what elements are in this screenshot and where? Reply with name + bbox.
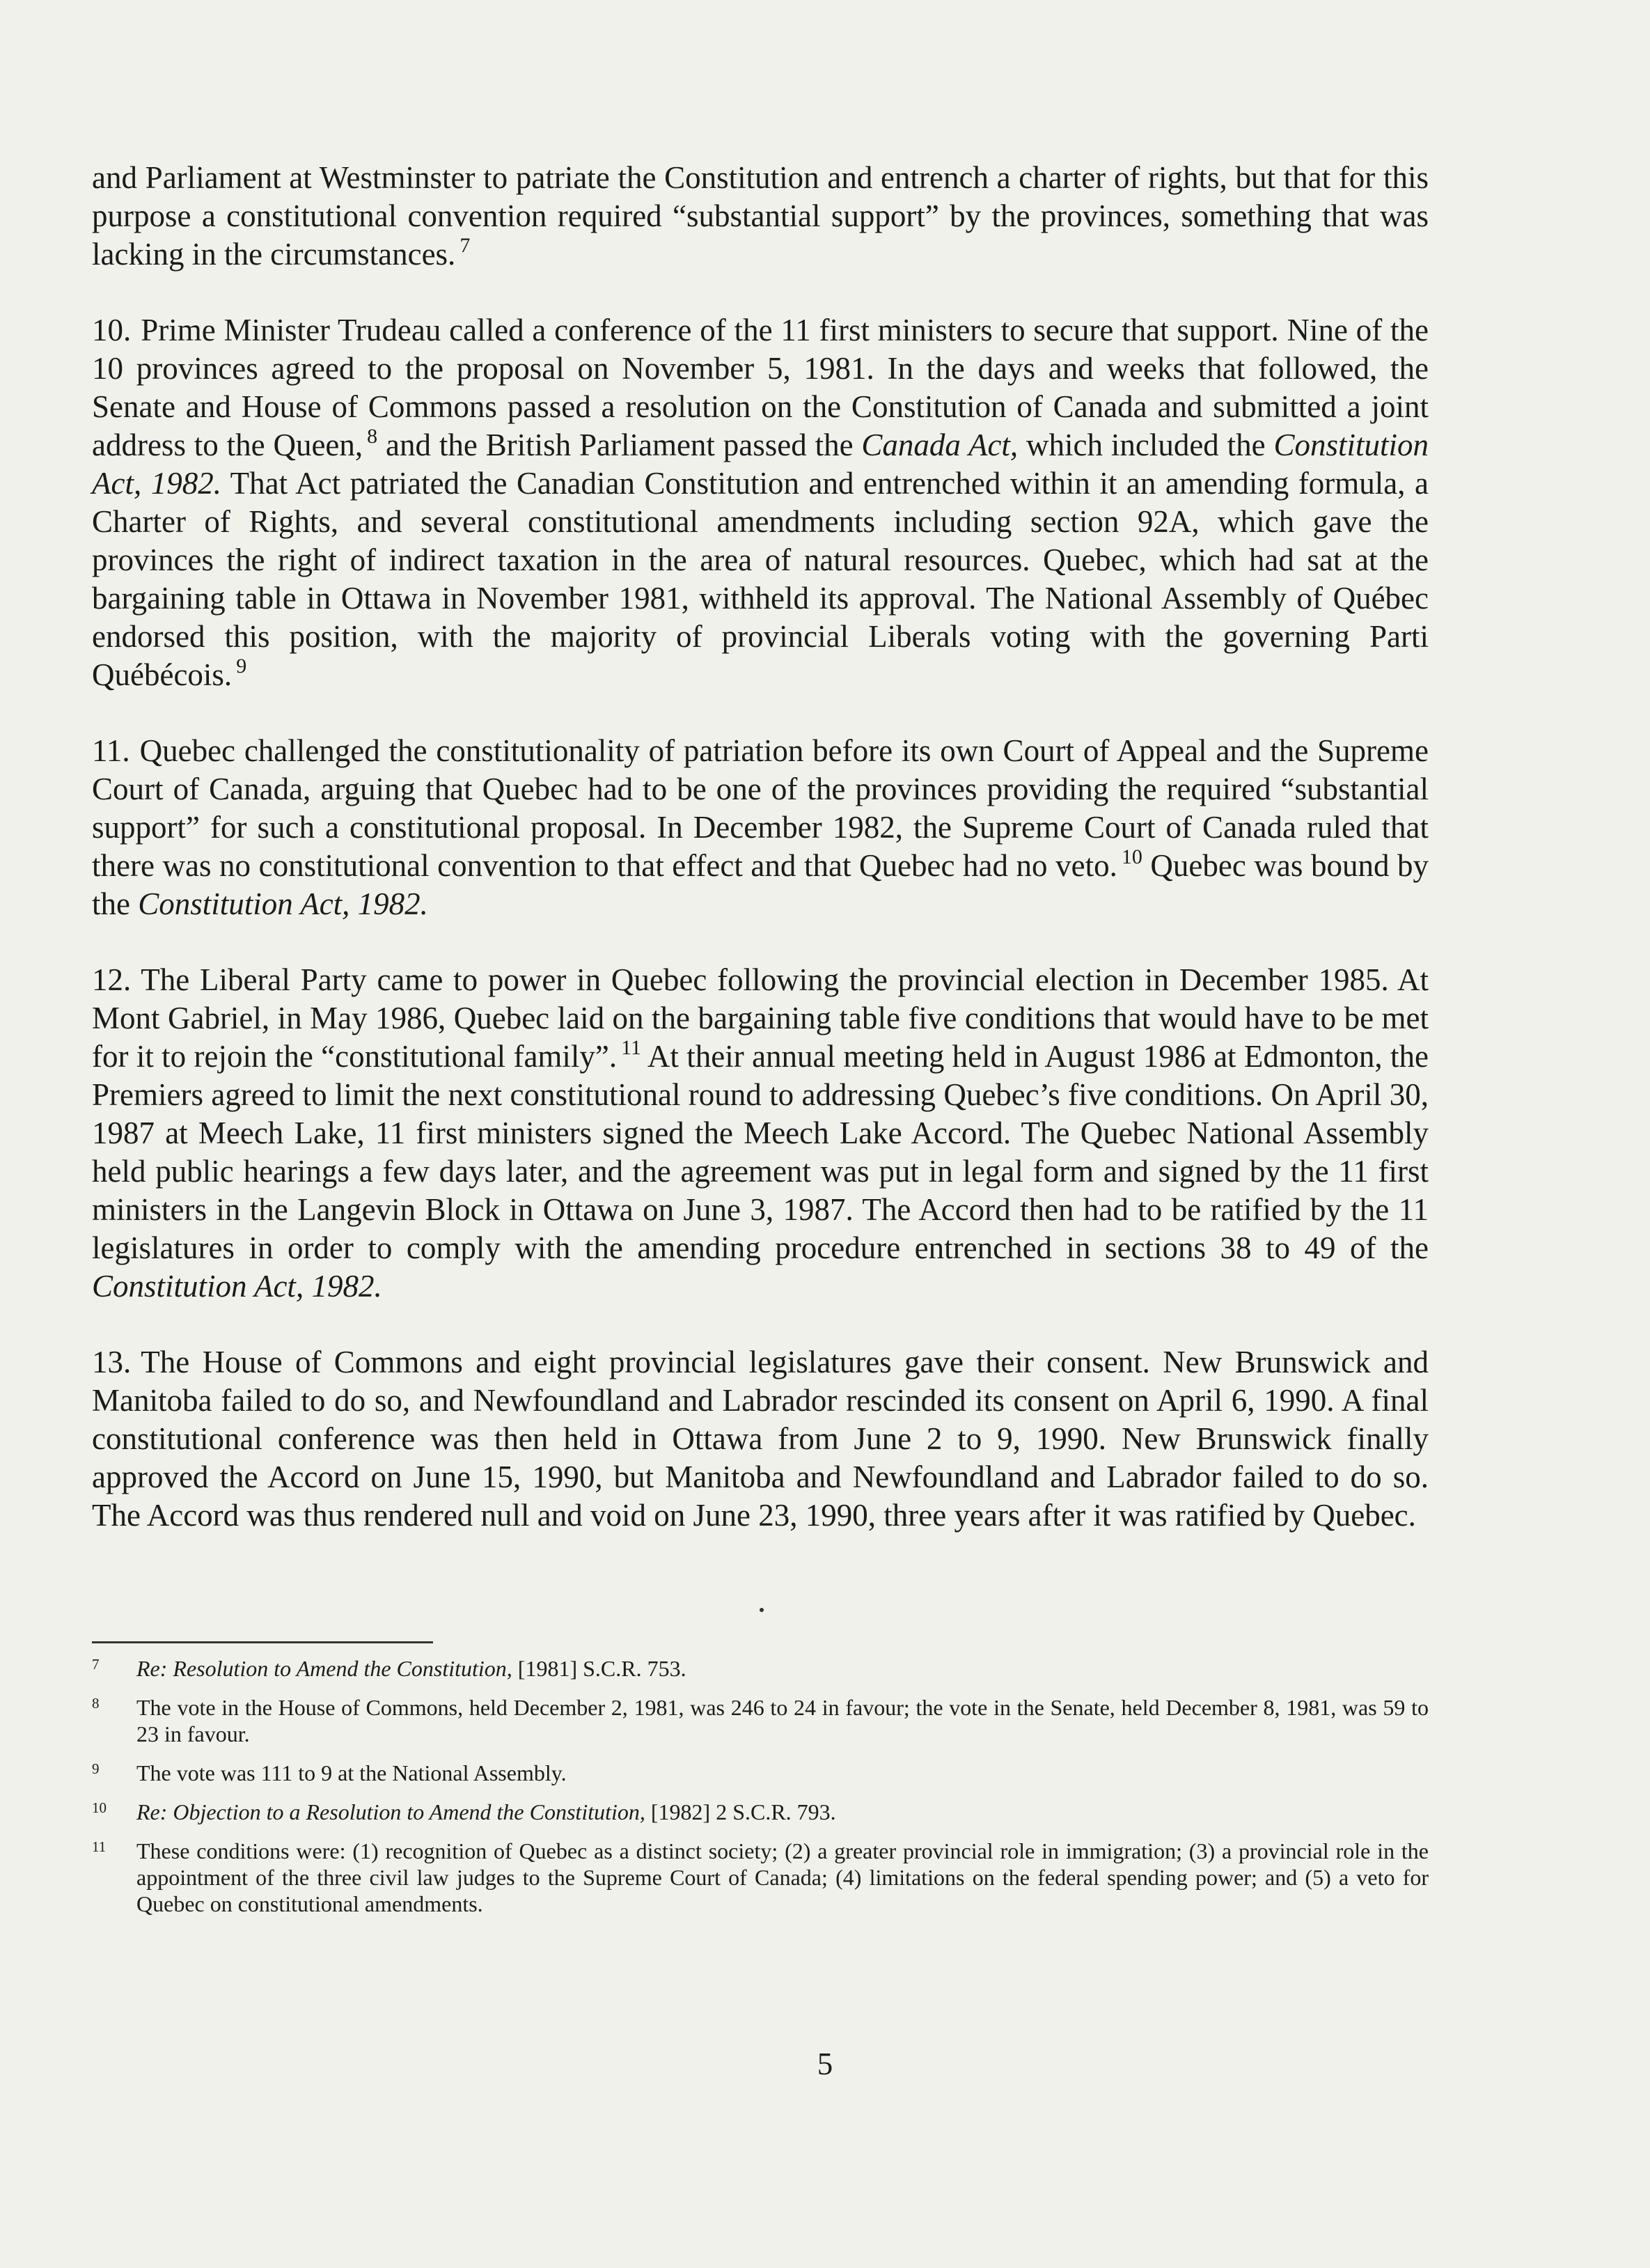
paragraph-12 <box>92 961 1429 1306</box>
paragraph-text: which included the <box>1026 428 1266 462</box>
footnotes <box>92 1655 1429 1930</box>
footnote-text: [1982] 2 S.C.R. 793. <box>650 1799 836 1824</box>
footnote-8 <box>92 1694 1429 1747</box>
footnote-10 <box>92 1799 1429 1825</box>
body-text <box>92 159 1429 1572</box>
footnote-ref-10[interactable]: 10 <box>1121 845 1142 868</box>
italic-title-constitution-act: Constitution Act, 1982. <box>92 428 1429 501</box>
paragraph-text: The Liberal Party came to power in Quebec following the provincial election in December 1985. At Mont Gabriel, in May 1986, Quebec laid on the bargaining table five conditions that would have to be met for it to rejoin the “constitutional family”. <box>92 962 1429 1074</box>
footnote-9 <box>92 1760 1429 1786</box>
footnote-mark: 10 <box>92 1799 107 1816</box>
page-number: 5 <box>817 2047 833 2081</box>
footnote-text: [1981] S.C.R. 753. <box>517 1656 686 1681</box>
paragraph-text: That Act patriated the Canadian Constitution and entrenched within it an amending formula, a Charter of Rights, and several constitutional amendments including section 92A, which gave the provinces the right of indirect taxation in the area of natural resources. Quebec, which had sat at the bargaining table in Ottawa in November 1981, withheld its approval. The National Assembly of Québec endorsed this position, with the majority of provincial Liberals voting with the governing Parti Québécois. <box>92 466 1429 692</box>
paragraph-text: Prime Minister Trudeau called a conference of the 11 first ministers to secure that support. Nine of the 10 provinces agreed to the proposal on November 5, 1981. In the days and weeks that followed, the Senate and House of Commons passed a resolution on the Constitution of Canada and submitted a joint address to the Queen, <box>92 313 1429 462</box>
paragraph-continued <box>92 159 1429 274</box>
paragraph-10 <box>92 311 1429 694</box>
footnote-mark: 11 <box>92 1838 107 1855</box>
paragraph-number: 13. <box>92 1345 132 1379</box>
paragraph-text: Quebec challenged the constitutionality of patriation before its own Court of Appeal and the Supreme Court of Canada, arguing that Quebec had to be one of the provinces providing the required “substantial support” for such a constitutional proposal. In December 1982, the Supreme Court of Canada ruled that there was no constitutional convention to that effect and that Quebec had no veto. <box>92 733 1429 883</box>
footnote-7 <box>92 1655 1429 1682</box>
paragraph-number: 11. <box>92 733 130 768</box>
paragraph-text: Quebec was bound by the <box>92 848 1429 921</box>
paragraph-13 <box>92 1343 1429 1535</box>
italic-title-constitution-act: Constitution Act, 1982. <box>92 1269 382 1304</box>
footnote-ref-11[interactable]: 11 <box>621 1036 642 1059</box>
paragraph-text: and Parliament at Westminster to patriate the Constitution and entrench a charter of rights, but that for this purpose a constitutional convention required “substantial support” by the provinces, something that was lacking in the circumstances. <box>92 160 1429 272</box>
paragraph-number: 10. <box>92 313 132 347</box>
footnote-text: The vote in the House of Commons, held December 2, 1981, was 246 to 24 in favour; the vote in the Senate, held December 8, 1981, was 59 to 23 in favour. <box>136 1695 1429 1746</box>
italic-title-constitution-act: Constitution Act, 1982. <box>138 886 428 921</box>
footnote-ref-8[interactable]: 8 <box>367 425 378 448</box>
footnote-ref-9[interactable]: 9 <box>236 655 247 678</box>
footnote-mark: 8 <box>92 1695 100 1712</box>
footnote-divider <box>92 1641 433 1643</box>
footnote-mark: 9 <box>92 1760 100 1777</box>
footnote-text: These conditions were: (1) recognition of Quebec as a distinct society; (2) a greater provincial role in immigration; (3) a provincial role in the appointment of the three civil law judges to the Supreme Court of Canada; (4) limitations on the federal spending power; and (5) a veto for Quebec on constitutional amendments. <box>136 1838 1429 1916</box>
footnote-11 <box>92 1838 1429 1917</box>
footnote-mark: 7 <box>92 1656 100 1673</box>
footnote-case-title: Re: Resolution to Amend the Constitution, <box>136 1656 512 1681</box>
paragraph-11 <box>92 732 1429 923</box>
paragraph-text: and the British Parliament passed the <box>386 428 854 462</box>
footnote-text: The vote was 111 to 9 at the National Assembly. <box>136 1760 567 1785</box>
footnote-case-title: Re: Objection to a Resolution to Amend the Constitution, <box>136 1799 645 1824</box>
paragraph-text: At their annual meeting held in August 1986 at Edmonton, the Premiers agreed to limit the next constitutional round to addressing Quebec’s five conditions. On April 30, 1987 at Meech Lake, 11 first ministers signed the Meech Lake Accord. The Quebec National Assembly held public hearings a few days later, and the agreement was put in legal form and signed by the 11 first ministers in the Langevin Block in Ottawa on June 3, 1987. The Accord then had to be ratified by the 11 legislatures in order to comply with the amending procedure entrenched in sections 38 to 49 of the <box>92 1039 1429 1265</box>
stray-dot-mark <box>760 1608 764 1612</box>
paragraph-number: 12. <box>92 962 132 997</box>
italic-title-canada-act: Canada Act, <box>861 428 1019 462</box>
footnote-ref-7[interactable]: 7 <box>459 234 471 257</box>
paragraph-text: The House of Commons and eight provincial legislatures gave their consent. New Brunswick and Manitoba failed to do so, and Newfoundland and Labrador rescinded its consent on April 6, 1990. A final constitutional conference was then held in Ottawa from June 2 to 9, 1990. New Brunswick finally approved the Accord on June 15, 1990, but Manitoba and Newfoundland and Labrador failed to do so. The Accord was thus rendered null and void on June 23, 1990, three years after it was ratified by Quebec. <box>92 1345 1429 1533</box>
